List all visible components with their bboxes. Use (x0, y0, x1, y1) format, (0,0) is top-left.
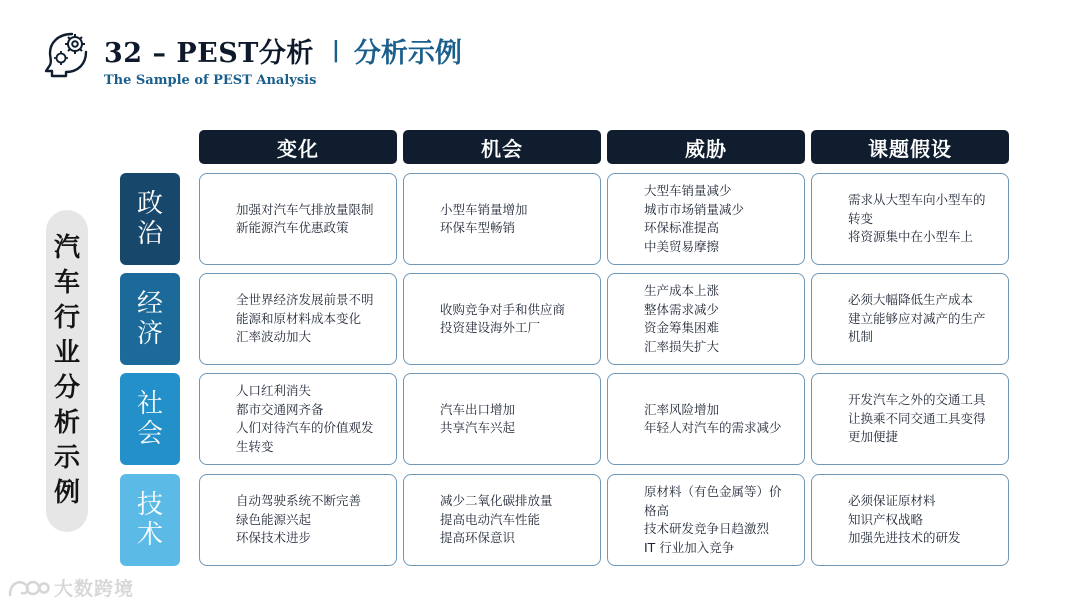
row-label-social (120, 373, 180, 465)
cell-line: 绿色能源兴起 (236, 511, 312, 527)
cell-technology-change (199, 474, 397, 566)
cell-line: 知识产权战略 (848, 511, 924, 527)
cell-line: 生转变 (236, 438, 274, 454)
cell-line: 大型车销量减少 (644, 183, 732, 198)
cell-technology-threat (607, 474, 805, 566)
cell-line: 转变 (848, 210, 874, 226)
cell-technology-hypothesis (811, 474, 1009, 566)
page-title (104, 32, 462, 68)
cell-line: 必须大幅降低生产成本 (848, 292, 974, 308)
cell-social-change (199, 373, 397, 465)
cell-line: 新能源汽车优惠政策 (236, 220, 349, 235)
head-gear-icon (42, 28, 94, 80)
column-header-change: 变化 (199, 130, 397, 164)
cell-line: 全世界经济发展前景不明 (236, 292, 374, 308)
cell-line: 人们对待汽车的价值观发 (236, 420, 374, 435)
cell-social-opportunity (403, 373, 601, 465)
cell-line: 能源和原材料成本变化 (236, 310, 362, 326)
cell-economic-hypothesis (811, 273, 1009, 365)
cell-line: 都市交通网齐备 (236, 401, 324, 417)
row-label-economic (120, 273, 180, 365)
cell-line: 建立能够应对减产的生产 (848, 310, 986, 326)
section-title: 分析示例 (353, 37, 462, 69)
cell-line: 环保技术进步 (236, 530, 312, 546)
cell-line: 自动驾驶系统不断完善 (236, 493, 362, 509)
cell-line: 人口红利消失 (236, 383, 312, 398)
cell-social-hypothesis (811, 373, 1009, 465)
cell-line: 资金筹集困难 (644, 320, 720, 335)
row-label-technology (120, 474, 180, 566)
cell-line: 整体需求减少 (644, 301, 720, 317)
cell-line: 将资源集中在小型车上 (848, 229, 974, 245)
cell-line: 需求从大型车向小型车的 (848, 192, 986, 208)
side-title-pill (46, 210, 88, 532)
cell-economic-opportunity (403, 273, 601, 365)
row-label-political (120, 173, 180, 265)
cell-line: 生产成本上涨 (644, 283, 720, 298)
cell-line: 环保标准提高 (644, 220, 720, 235)
cell-line: 开发汽车之外的交通工具 (848, 392, 986, 408)
watermark (6, 574, 134, 601)
cell-political-hypothesis (811, 173, 1009, 265)
cell-political-threat (607, 173, 805, 265)
cell-line: 提高电动汽车性能 (440, 511, 541, 527)
cell-line: 汽车出口增加 (440, 401, 516, 417)
page-subtitle: The Sample of PEST Analysis (104, 73, 317, 88)
cell-line: 必须保证原材料 (848, 493, 936, 509)
cell-line: 更加便捷 (848, 429, 899, 445)
row-label-text: 政治 (136, 189, 163, 249)
cell-line: 加强先进技术的研发 (848, 530, 961, 546)
cell-economic-change (199, 273, 397, 365)
cell-line: IT 行业加入竞争 (644, 539, 735, 555)
cell-line: 原材料（有色金属等）价 (644, 484, 782, 499)
row-label-text: 经济 (136, 289, 163, 349)
watermark-logo-icon (6, 575, 50, 601)
row-label-text: 技术 (136, 490, 163, 550)
cell-line: 中美贸易摩擦 (644, 238, 720, 254)
watermark-text: 大数跨境 (54, 578, 135, 600)
side-title-text: 汽车行业分析示例 (53, 233, 80, 508)
column-header-threat: 威胁 (607, 130, 805, 164)
cell-line: 共享汽车兴起 (440, 420, 516, 435)
cell-social-threat (607, 373, 805, 465)
cell-technology-opportunity (403, 474, 601, 566)
cell-line: 机制 (848, 329, 874, 345)
cell-line: 收购竞争对手和供应商 (440, 301, 566, 317)
cell-line: 汇率损失扩大 (644, 338, 720, 354)
cell-line: 汇率波动加大 (236, 329, 312, 345)
cell-line: 格高 (644, 502, 670, 518)
cell-line: 投资建设海外工厂 (440, 320, 541, 335)
cell-line: 城市市场销量减少 (644, 201, 745, 217)
cell-line: 让换乘不同交通工具变得 (848, 410, 986, 426)
column-header-opportunity: 机会 (403, 130, 601, 164)
cell-line: 汇率风险增加 (644, 401, 720, 417)
cell-line: 技术研发竞争日趋激烈 (644, 521, 770, 536)
title-separator: | (331, 37, 340, 63)
cell-line: 减少二氧化碳排放量 (440, 493, 553, 509)
cell-line: 提高环保意识 (440, 530, 516, 546)
column-header-hypothesis: 课题假设 (811, 130, 1009, 164)
title-main: 32 – PEST分析 (104, 37, 314, 69)
cell-line: 加强对汽车气排放量限制 (236, 201, 374, 217)
cell-political-change (199, 173, 397, 265)
cell-line: 环保车型畅销 (440, 220, 516, 235)
row-label-text: 社会 (136, 389, 163, 449)
cell-political-opportunity (403, 173, 601, 265)
cell-line: 小型车销量增加 (440, 201, 528, 217)
cell-line: 年轻人对汽车的需求减少 (644, 420, 782, 435)
cell-economic-threat (607, 273, 805, 365)
